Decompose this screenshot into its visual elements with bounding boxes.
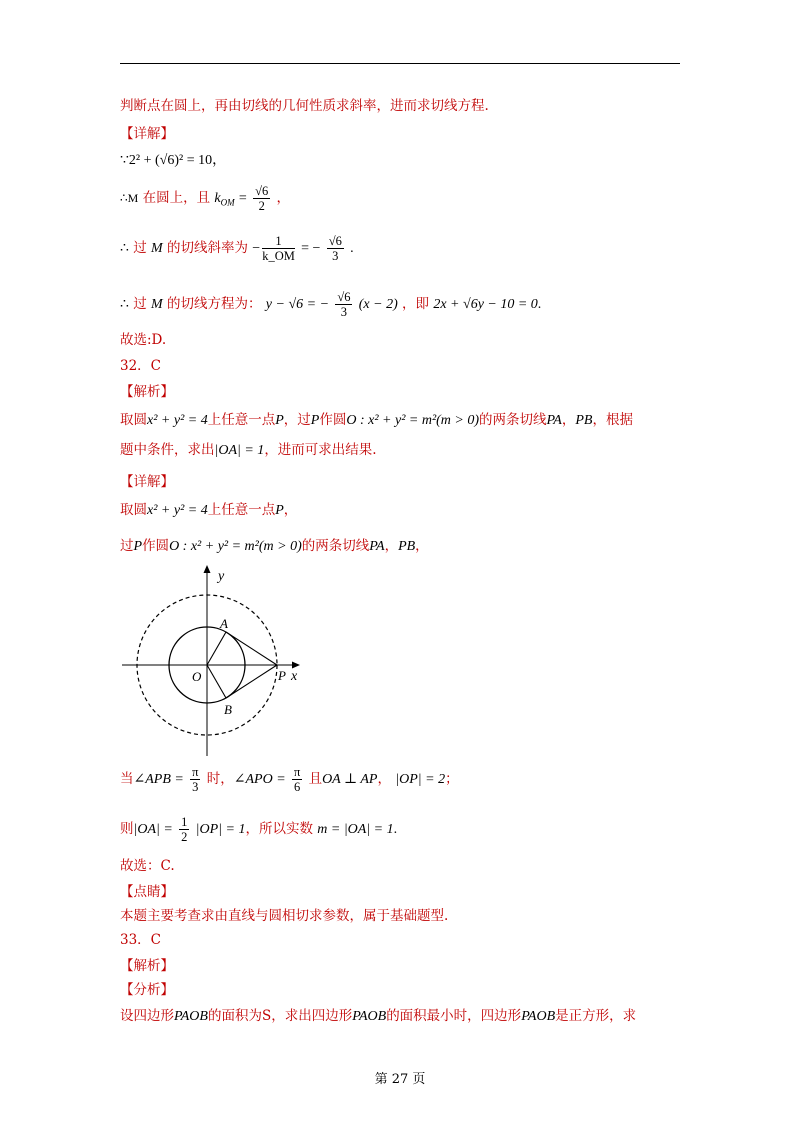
label-a: A [220, 616, 228, 631]
section-heading-detail: 【详解】 [120, 126, 174, 142]
section-heading-comment: 【点睛】 [120, 884, 174, 900]
text-line-1: 判断点在圆上，再由切线的几何性质求斜率，进而求切线方程. [120, 98, 489, 114]
label-p: P [278, 668, 286, 683]
math-line-3: ∵2² + (√6)² = 10， [120, 153, 227, 168]
label-b: B [224, 702, 232, 717]
text-line-23: 设四边形PAOB的面积为S，求出四边形PAOB的面积最小时，四边形PAOB是正方形，求 [120, 1008, 637, 1024]
section-heading-analysis: 【解析】 [120, 384, 174, 400]
math-line-15: 当∠APB = $\frac{\pi}{3}$ 时，∠APO = $\frac{\pi}{6}$ 且OA ⊥ AP， |OP| = 2； [120, 765, 459, 794]
text-line-13: 取圆x² + y² = 4上任意一点P， [120, 502, 298, 518]
y-axis-arrow [204, 565, 211, 573]
segment-ob [207, 665, 226, 698]
label-o: O [192, 669, 202, 684]
math-line-16: 则|OA| = $\frac{1}{2}$ |OP| = 1，所以实数 m = |OA| = 1. [120, 815, 398, 844]
answer-line-d: 故选:D. [120, 332, 167, 348]
math-line-6: ∴ 过 M 的切线方程为： y − √6 = − $\frac{√6}{3}$ (x − 2) ，即 2x + √6y − 10 = 0. [120, 290, 542, 319]
tangent-circles-figure [120, 560, 320, 760]
section-heading-analysis-2: 【解析】 [120, 958, 174, 974]
header-rule [120, 63, 680, 64]
segment-pa [226, 632, 277, 665]
segment-pb [226, 665, 277, 698]
math-line-5: ∴ 过 M 的切线斜率为 − $\frac{1}{k\_OM}$ = − $\frac{√6}{3}$ . [120, 234, 354, 263]
text-line-14: 过P作圆O : x² + y² = m²(m > 0)的两条切线PA，PB， [120, 538, 429, 554]
x-axis-arrow [292, 662, 300, 669]
text-line-10: 取圆x² + y² = 4上任意一点P，过P作圆O : x² + y² = m²(m > 0)的两条切线PA，PB，根据 [120, 412, 633, 428]
question-number-33: 33．C [120, 932, 162, 948]
section-heading-analysis-3: 【分析】 [120, 982, 174, 998]
page-number: 第 27 页 [374, 1072, 426, 1087]
text-line-19: 本题主要考查求由直线与圆相切求参数，属于基础题型. [120, 908, 449, 924]
text-line-11: 题中条件，求出|OA| = 1，进而可求出结果. [120, 442, 377, 458]
section-heading-detail-2: 【详解】 [120, 474, 174, 490]
question-number-32: 32．C [120, 358, 162, 374]
label-y: y [218, 569, 225, 584]
segment-oa [207, 632, 226, 665]
answer-line-c: 故选：C. [120, 858, 175, 874]
label-x: x [291, 669, 298, 684]
math-line-4: ∴M 在圆上，且 $k_{OM}$ = $\frac{√6}{2}$ ， [120, 184, 291, 213]
